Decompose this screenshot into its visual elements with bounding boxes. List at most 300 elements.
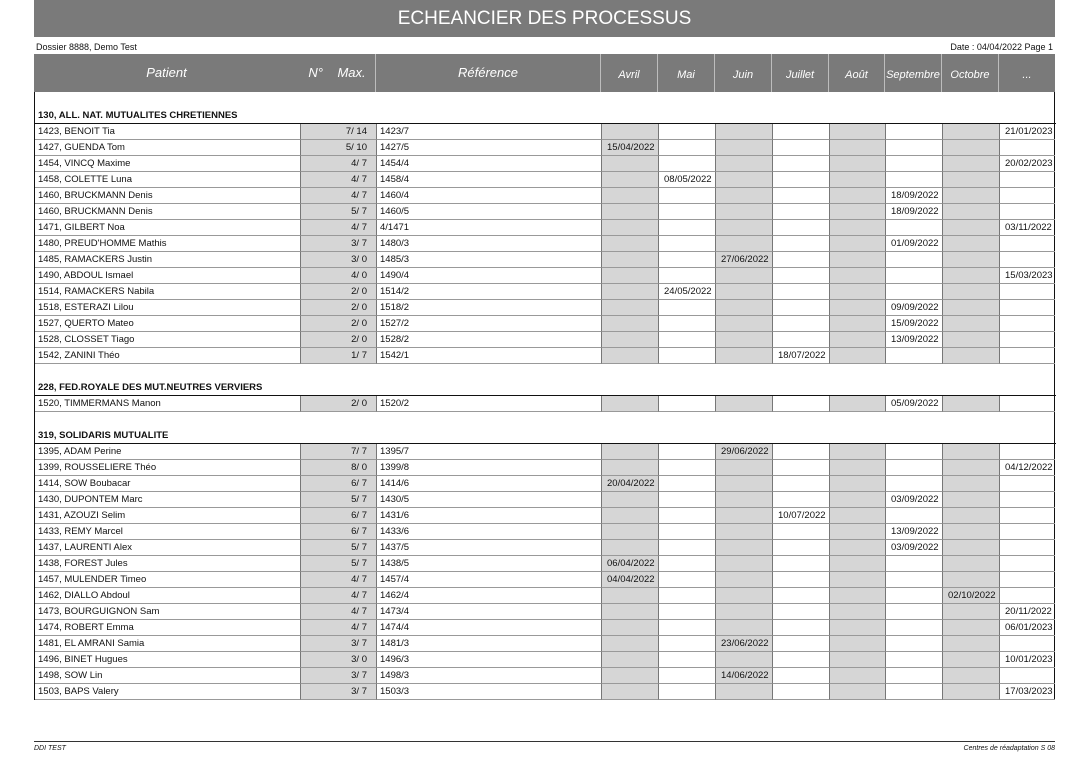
table-row bbox=[35, 204, 1056, 220]
table-row bbox=[35, 316, 1056, 332]
month-cell bbox=[829, 220, 885, 236]
patient-cell: 1395, ADAM Perine bbox=[35, 444, 300, 460]
patient-cell: 1503, BAPS Valery bbox=[35, 684, 300, 700]
month-cell: 02/10/2022 bbox=[942, 588, 999, 604]
patient-cell: 1430, DUPONTEM Marc bbox=[35, 492, 300, 508]
month-cell bbox=[999, 332, 1055, 348]
month-cell bbox=[772, 252, 829, 268]
month-cell bbox=[885, 220, 942, 236]
month-cell: 05/09/2022 bbox=[885, 396, 942, 412]
month-cell bbox=[829, 188, 885, 204]
table-row bbox=[35, 140, 1056, 156]
month-cell bbox=[999, 188, 1055, 204]
month-cell: 21/01/2023 bbox=[999, 124, 1055, 140]
reference-cell: 1485/3 bbox=[376, 252, 601, 268]
progress-cell: 2/ 0 bbox=[300, 316, 376, 332]
month-cell bbox=[772, 492, 829, 508]
month-cell bbox=[715, 652, 772, 668]
reference-cell: 1527/2 bbox=[376, 316, 601, 332]
progress-cell: 8/ 0 bbox=[300, 460, 376, 476]
progress-cell: 7/ 7 bbox=[300, 444, 376, 460]
progress-cell: 3/ 7 bbox=[300, 236, 376, 252]
month-cell bbox=[829, 620, 885, 636]
table-row bbox=[35, 396, 1056, 412]
month-cell bbox=[885, 460, 942, 476]
month-cell bbox=[885, 348, 942, 364]
table-row bbox=[35, 684, 1056, 700]
progress-cell: 4/ 7 bbox=[300, 620, 376, 636]
month-cell bbox=[601, 636, 658, 652]
month-cell bbox=[772, 588, 829, 604]
month-cell: 09/09/2022 bbox=[885, 300, 942, 316]
month-cell bbox=[601, 156, 658, 172]
month-cell bbox=[885, 508, 942, 524]
month-cell bbox=[999, 284, 1055, 300]
progress-cell: 2/ 0 bbox=[300, 332, 376, 348]
group-name: 319, SOLIDARIS MUTUALITE bbox=[38, 430, 169, 441]
patient-cell: 1485, RAMACKERS Justin bbox=[35, 252, 300, 268]
group-name: 228, FED.ROYALE DES MUT.NEUTRES VERVIERS bbox=[38, 382, 263, 393]
month-cell: 20/11/2022 bbox=[999, 604, 1055, 620]
month-cell bbox=[601, 396, 658, 412]
progress-cell: 4/ 7 bbox=[300, 188, 376, 204]
month-cell bbox=[942, 492, 999, 508]
month-cell bbox=[999, 636, 1055, 652]
table-row bbox=[35, 636, 1056, 652]
reference-cell: 1458/4 bbox=[376, 172, 601, 188]
month-cell bbox=[715, 396, 772, 412]
month-cell: 08/05/2022 bbox=[658, 172, 715, 188]
month-cell bbox=[829, 236, 885, 252]
month-cell bbox=[658, 636, 715, 652]
month-cell bbox=[999, 508, 1055, 524]
month-cell bbox=[829, 556, 885, 572]
month-cell bbox=[942, 508, 999, 524]
table-row bbox=[35, 540, 1056, 556]
reference-cell: 1542/1 bbox=[376, 348, 601, 364]
patient-cell: 1480, PREUD'HOMME Mathis bbox=[35, 236, 300, 252]
month-cell bbox=[999, 524, 1055, 540]
month-cell bbox=[942, 540, 999, 556]
month-cell bbox=[772, 204, 829, 220]
table-row bbox=[35, 252, 1056, 268]
reference-cell: 1473/4 bbox=[376, 604, 601, 620]
progress-cell: 5/ 7 bbox=[300, 492, 376, 508]
patient-cell: 1457, MULENDER Timeo bbox=[35, 572, 300, 588]
month-cell bbox=[829, 124, 885, 140]
reference-cell: 1437/5 bbox=[376, 540, 601, 556]
table-row bbox=[35, 460, 1056, 476]
month-cell bbox=[942, 300, 999, 316]
month-cell bbox=[829, 204, 885, 220]
month-cell bbox=[829, 252, 885, 268]
header-month: Mai bbox=[657, 54, 714, 92]
header-month: Août bbox=[828, 54, 884, 92]
patient-cell: 1438, FOREST Jules bbox=[35, 556, 300, 572]
month-cell bbox=[601, 508, 658, 524]
progress-cell: 4/ 7 bbox=[300, 588, 376, 604]
month-cell bbox=[999, 668, 1055, 684]
month-cell: 29/06/2022 bbox=[715, 444, 772, 460]
month-cell bbox=[658, 188, 715, 204]
table-row bbox=[35, 652, 1056, 668]
month-cell: 04/04/2022 bbox=[601, 572, 658, 588]
reference-cell: 1496/3 bbox=[376, 652, 601, 668]
patient-cell: 1458, COLETTE Luna bbox=[35, 172, 300, 188]
month-cell bbox=[772, 124, 829, 140]
month-cell bbox=[885, 620, 942, 636]
month-cell bbox=[885, 684, 942, 700]
patient-cell: 1423, BENOIT Tia bbox=[35, 124, 300, 140]
month-cell bbox=[885, 572, 942, 588]
table-row bbox=[35, 620, 1056, 636]
month-cell bbox=[999, 476, 1055, 492]
month-cell bbox=[658, 220, 715, 236]
month-cell bbox=[885, 172, 942, 188]
month-cell bbox=[829, 588, 885, 604]
schedule-table bbox=[34, 92, 1055, 700]
month-cell: 15/04/2022 bbox=[601, 140, 658, 156]
patient-cell: 1462, DIALLO Abdoul bbox=[35, 588, 300, 604]
table-row bbox=[35, 572, 1056, 588]
month-cell bbox=[999, 492, 1055, 508]
month-cell bbox=[715, 588, 772, 604]
month-cell bbox=[658, 540, 715, 556]
month-cell: 23/06/2022 bbox=[715, 636, 772, 652]
patient-cell: 1481, EL AMRANI Samia bbox=[35, 636, 300, 652]
month-cell: 06/04/2022 bbox=[601, 556, 658, 572]
table-row bbox=[35, 332, 1056, 348]
month-cell bbox=[658, 588, 715, 604]
month-cell bbox=[601, 524, 658, 540]
month-cell bbox=[942, 396, 999, 412]
month-cell bbox=[829, 172, 885, 188]
progress-cell: 3/ 7 bbox=[300, 668, 376, 684]
month-cell bbox=[658, 572, 715, 588]
month-cell bbox=[772, 620, 829, 636]
month-cell bbox=[715, 476, 772, 492]
patient-cell: 1514, RAMACKERS Nabila bbox=[35, 284, 300, 300]
month-cell bbox=[601, 204, 658, 220]
month-cell bbox=[942, 620, 999, 636]
group-name: 130, ALL. NAT. MUTUALITES CHRETIENNES bbox=[38, 110, 238, 121]
month-cell bbox=[715, 268, 772, 284]
month-cell bbox=[999, 588, 1055, 604]
month-cell bbox=[715, 156, 772, 172]
month-cell bbox=[942, 636, 999, 652]
month-cell bbox=[999, 140, 1055, 156]
reference-cell: 1431/6 bbox=[376, 508, 601, 524]
table-row bbox=[35, 236, 1056, 252]
reference-cell: 1503/3 bbox=[376, 684, 601, 700]
month-cell bbox=[658, 268, 715, 284]
month-cell bbox=[658, 396, 715, 412]
month-cell bbox=[942, 188, 999, 204]
month-cell: 13/09/2022 bbox=[885, 524, 942, 540]
month-cell: 14/06/2022 bbox=[715, 668, 772, 684]
reference-cell: 1460/5 bbox=[376, 204, 601, 220]
month-cell bbox=[885, 588, 942, 604]
month-cell bbox=[658, 524, 715, 540]
month-cell bbox=[942, 236, 999, 252]
progress-cell: 2/ 0 bbox=[300, 396, 376, 412]
header-month: Juillet bbox=[771, 54, 828, 92]
month-cell bbox=[772, 636, 829, 652]
month-cell bbox=[885, 268, 942, 284]
month-cell bbox=[601, 236, 658, 252]
reference-cell: 1399/8 bbox=[376, 460, 601, 476]
table-row bbox=[35, 492, 1056, 508]
month-cell bbox=[999, 172, 1055, 188]
month-cell bbox=[942, 252, 999, 268]
patient-cell: 1542, ZANINI Théo bbox=[35, 348, 300, 364]
month-cell bbox=[999, 300, 1055, 316]
month-cell bbox=[658, 492, 715, 508]
month-cell: 27/06/2022 bbox=[715, 252, 772, 268]
month-cell bbox=[885, 252, 942, 268]
month-cell bbox=[658, 668, 715, 684]
reference-cell: 1481/3 bbox=[376, 636, 601, 652]
month-cell bbox=[772, 300, 829, 316]
patient-cell: 1433, REMY Marcel bbox=[35, 524, 300, 540]
month-cell bbox=[942, 668, 999, 684]
progress-cell: 4/ 7 bbox=[300, 156, 376, 172]
month-cell: 18/09/2022 bbox=[885, 204, 942, 220]
month-cell bbox=[772, 524, 829, 540]
month-cell bbox=[715, 284, 772, 300]
table-row bbox=[35, 284, 1056, 300]
month-cell bbox=[715, 332, 772, 348]
month-cell bbox=[829, 492, 885, 508]
month-cell bbox=[942, 204, 999, 220]
month-cell bbox=[829, 156, 885, 172]
month-cell bbox=[715, 460, 772, 476]
month-cell bbox=[658, 156, 715, 172]
month-cell bbox=[829, 332, 885, 348]
month-cell: 03/11/2022 bbox=[999, 220, 1055, 236]
month-cell bbox=[829, 604, 885, 620]
month-cell bbox=[772, 652, 829, 668]
month-cell bbox=[601, 252, 658, 268]
progress-cell: 7/ 14 bbox=[300, 124, 376, 140]
progress-cell: 4/ 7 bbox=[300, 604, 376, 620]
month-cell: 03/09/2022 bbox=[885, 540, 942, 556]
month-cell bbox=[829, 684, 885, 700]
month-cell: 20/04/2022 bbox=[601, 476, 658, 492]
month-cell bbox=[658, 204, 715, 220]
month-cell bbox=[942, 172, 999, 188]
table-row bbox=[35, 268, 1056, 284]
month-cell bbox=[999, 444, 1055, 460]
group-header bbox=[35, 92, 1056, 124]
patient-cell: 1460, BRUCKMANN Denis bbox=[35, 188, 300, 204]
table-row bbox=[35, 300, 1056, 316]
month-cell bbox=[658, 476, 715, 492]
month-cell bbox=[601, 188, 658, 204]
month-cell bbox=[942, 476, 999, 492]
reference-cell: 1514/2 bbox=[376, 284, 601, 300]
month-cell bbox=[829, 572, 885, 588]
month-cell: 03/09/2022 bbox=[885, 492, 942, 508]
month-cell bbox=[601, 492, 658, 508]
table-row bbox=[35, 476, 1056, 492]
table-row bbox=[35, 156, 1056, 172]
month-cell bbox=[601, 540, 658, 556]
month-cell bbox=[772, 316, 829, 332]
month-cell bbox=[772, 268, 829, 284]
month-cell bbox=[772, 668, 829, 684]
table-row bbox=[35, 444, 1056, 460]
month-cell: 18/09/2022 bbox=[885, 188, 942, 204]
month-cell bbox=[715, 556, 772, 572]
month-cell bbox=[829, 300, 885, 316]
month-cell bbox=[658, 620, 715, 636]
month-cell bbox=[658, 556, 715, 572]
group-header bbox=[35, 364, 1056, 396]
reference-cell: 1395/7 bbox=[376, 444, 601, 460]
month-cell bbox=[772, 572, 829, 588]
month-cell bbox=[999, 252, 1055, 268]
month-cell bbox=[715, 524, 772, 540]
progress-cell: 5/ 7 bbox=[300, 540, 376, 556]
month-cell bbox=[885, 124, 942, 140]
month-cell bbox=[999, 540, 1055, 556]
month-cell bbox=[715, 140, 772, 156]
month-cell bbox=[601, 460, 658, 476]
page-title: ECHEANCIER DES PROCESSUS bbox=[34, 0, 1055, 37]
reference-cell: 1490/4 bbox=[376, 268, 601, 284]
patient-cell: 1399, ROUSSELIERE Théo bbox=[35, 460, 300, 476]
month-cell bbox=[829, 636, 885, 652]
table-row bbox=[35, 524, 1056, 540]
month-cell bbox=[772, 604, 829, 620]
progress-cell: 3/ 7 bbox=[300, 636, 376, 652]
month-cell bbox=[715, 620, 772, 636]
reference-cell: 1438/5 bbox=[376, 556, 601, 572]
month-cell bbox=[942, 604, 999, 620]
month-cell bbox=[601, 332, 658, 348]
patient-cell: 1454, VINCQ Maxime bbox=[35, 156, 300, 172]
month-cell bbox=[601, 588, 658, 604]
date-page-label: Date : 04/04/2022 Page 1 bbox=[950, 42, 1053, 52]
patient-cell: 1414, SOW Boubacar bbox=[35, 476, 300, 492]
month-cell bbox=[829, 268, 885, 284]
month-cell bbox=[885, 140, 942, 156]
table-row bbox=[35, 124, 1056, 140]
month-cell bbox=[772, 284, 829, 300]
month-cell bbox=[829, 540, 885, 556]
month-cell bbox=[885, 556, 942, 572]
header-month: Septembre bbox=[884, 54, 941, 92]
reference-cell: 1423/7 bbox=[376, 124, 601, 140]
table-row bbox=[35, 188, 1056, 204]
table-row bbox=[35, 556, 1056, 572]
month-cell bbox=[885, 652, 942, 668]
month-cell bbox=[829, 524, 885, 540]
header-month: Avril bbox=[600, 54, 657, 92]
dossier-label: Dossier 8888, Demo Test bbox=[36, 42, 137, 52]
month-cell: 15/03/2023 bbox=[999, 268, 1055, 284]
month-cell bbox=[772, 140, 829, 156]
month-cell bbox=[601, 684, 658, 700]
reference-cell: 1430/5 bbox=[376, 492, 601, 508]
reference-cell: 1518/2 bbox=[376, 300, 601, 316]
patient-cell: 1474, ROBERT Emma bbox=[35, 620, 300, 636]
month-cell bbox=[772, 236, 829, 252]
month-cell bbox=[829, 284, 885, 300]
month-cell bbox=[715, 300, 772, 316]
patient-cell: 1460, BRUCKMANN Denis bbox=[35, 204, 300, 220]
month-cell bbox=[772, 444, 829, 460]
month-cell: 15/09/2022 bbox=[885, 316, 942, 332]
month-cell bbox=[829, 460, 885, 476]
progress-cell: 4/ 0 bbox=[300, 268, 376, 284]
reference-cell: 1454/4 bbox=[376, 156, 601, 172]
month-cell bbox=[999, 396, 1055, 412]
month-cell: 10/07/2022 bbox=[772, 508, 829, 524]
reference-cell: 1520/2 bbox=[376, 396, 601, 412]
table-row bbox=[35, 220, 1056, 236]
month-cell bbox=[658, 508, 715, 524]
patient-cell: 1427, GUENDA Tom bbox=[35, 140, 300, 156]
month-cell bbox=[772, 156, 829, 172]
month-cell: 17/03/2023 bbox=[999, 684, 1055, 700]
progress-cell: 2/ 0 bbox=[300, 300, 376, 316]
progress-cell: 6/ 7 bbox=[300, 476, 376, 492]
header-num: N° bbox=[308, 65, 323, 80]
month-cell bbox=[715, 236, 772, 252]
reference-cell: 1457/4 bbox=[376, 572, 601, 588]
progress-cell: 4/ 7 bbox=[300, 220, 376, 236]
month-cell bbox=[829, 140, 885, 156]
month-cell bbox=[772, 188, 829, 204]
progress-cell: 3/ 0 bbox=[300, 252, 376, 268]
footer-divider bbox=[34, 741, 1055, 742]
month-cell bbox=[942, 556, 999, 572]
month-cell bbox=[715, 316, 772, 332]
patient-cell: 1520, TIMMERMANS Manon bbox=[35, 396, 300, 412]
month-cell bbox=[999, 236, 1055, 252]
month-cell bbox=[885, 444, 942, 460]
month-cell bbox=[601, 268, 658, 284]
header-month: Juin bbox=[714, 54, 771, 92]
reference-cell: 1462/4 bbox=[376, 588, 601, 604]
month-cell bbox=[715, 492, 772, 508]
month-cell bbox=[942, 156, 999, 172]
month-cell bbox=[658, 236, 715, 252]
progress-cell: 4/ 7 bbox=[300, 172, 376, 188]
month-cell bbox=[715, 204, 772, 220]
month-cell bbox=[772, 476, 829, 492]
month-cell bbox=[772, 332, 829, 348]
month-cell: 10/01/2023 bbox=[999, 652, 1055, 668]
month-cell bbox=[658, 252, 715, 268]
month-cell bbox=[772, 396, 829, 412]
patient-cell: 1431, AZOUZI Selim bbox=[35, 508, 300, 524]
info-row bbox=[34, 41, 1055, 53]
month-cell bbox=[715, 540, 772, 556]
column-header bbox=[34, 54, 1055, 92]
month-cell bbox=[829, 668, 885, 684]
month-cell: 20/02/2023 bbox=[999, 156, 1055, 172]
patient-cell: 1437, LAURENTI Alex bbox=[35, 540, 300, 556]
month-cell: 18/07/2022 bbox=[772, 348, 829, 364]
patient-cell: 1528, CLOSSET Tiago bbox=[35, 332, 300, 348]
month-cell bbox=[942, 332, 999, 348]
month-cell bbox=[885, 284, 942, 300]
month-cell bbox=[942, 460, 999, 476]
header-patient: Patient bbox=[146, 65, 187, 80]
